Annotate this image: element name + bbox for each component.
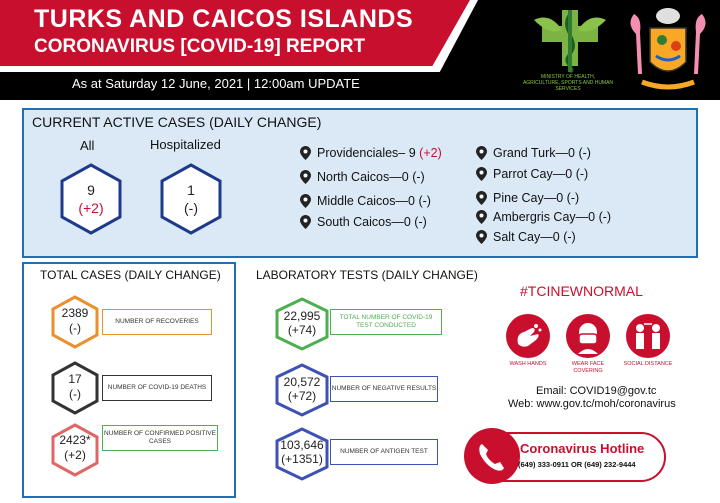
hospitalized-label: Hospitalized [150,137,221,152]
negative-results-label-box [330,376,438,402]
face-mask-icon [566,314,610,358]
location-pin-icon [300,146,311,160]
location-name: Pine Cay—0 [493,191,564,205]
location-parrot-cay [476,167,588,181]
location-pin-icon [476,167,487,181]
ministry-text: MINISTRY OF HEALTH, AGRICULTURE, SPORTS AND HUMAN SERVICES [522,74,614,92]
confirmed-value: 2423* [59,433,91,447]
location-change: (-) [575,167,589,181]
location-name: Middle Caicos—0 [317,194,415,208]
location-providenciales [300,146,442,160]
negative-results-value: 20,572 [283,375,321,389]
active-cases-title: CURRENT ACTIVE CASES (DAILY CHANGE) [32,114,322,130]
hospitalized-value: 1 [187,182,195,198]
location-change: (-) [412,170,425,184]
deaths-label: NUMBER OF COVID-19 DEATHS [107,384,207,391]
deaths-change: (-) [69,387,81,401]
coat-of-arms-icon [622,4,714,96]
location-south-caicos [300,215,427,229]
location-pin-icon [476,146,487,160]
contact-email: Email: COVID19@gov.tc [536,385,657,397]
all-cases-value: 9 [87,182,95,198]
negative-results-change: (+72) [287,389,317,403]
antigen-test-label-box [330,439,438,465]
location-change: (-) [563,230,576,244]
location-name: South Caicos—0 [317,215,411,229]
negative-results-label: NUMBER OF NEGATIVE RESULTS [331,385,437,392]
recoveries-label: NUMBER OF RECOVERIES [115,318,199,325]
location-north-caicos [300,170,425,184]
hotline-title: Coronavirus Hotline [520,441,645,456]
hotline-numbers: (649) 333-0911 OR (649) 232-9444 [518,460,636,469]
tests-conducted-label-box [330,309,442,335]
deaths-value: 17 [68,372,82,386]
antigen-test-label: NUMBER OF ANTIGEN TEST [340,448,428,455]
location-name: Providenciales– 9 [317,146,416,160]
lab-tests-title: LABORATORY TESTS (DAILY CHANGE) [256,268,478,282]
recoveries-value: 2389 [61,306,89,320]
total-cases-title: TOTAL CASES (DAILY CHANGE) [40,268,221,282]
location-change: (-) [566,191,580,205]
location-name: North Caicos—0 [317,170,409,184]
report-date: As at Saturday 12 June, 2021 | 12:00am UPDATE [72,76,360,91]
recoveries-change: (-) [69,321,81,335]
page-title: TURKS AND CAICOS ISLANDS [34,5,414,33]
location-name: Grand Turk—0 [493,146,575,160]
tests-conducted-label: TOTAL NUMBER OF COVID-19 TEST CONDUCTED [339,314,433,329]
location-change: (+2) [419,146,442,160]
wash-hands-icon [506,314,550,358]
location-pin-icon [300,194,311,208]
location-pin-icon [476,230,487,244]
social-distance-label: SOCIAL DISTANCE [623,361,673,367]
antigen-test-value: 103,646 [280,438,324,452]
location-grand-turk [476,146,591,160]
hospitalized-change: (-) [184,200,198,216]
location-change: (-) [578,146,591,160]
recoveries-label-box [102,309,212,335]
deaths-label-box [102,375,212,401]
all-label: All [80,138,95,153]
location-pine-cay [476,191,579,205]
location-salt-cay [476,230,576,244]
location-pin-icon [300,215,311,229]
location-pin-icon [300,170,311,184]
location-name: Parrot Cay—0 [493,167,573,181]
social-distance-icon [626,314,670,358]
location-change: (-) [598,210,612,224]
page-subtitle: CORONAVIRUS [COVID-19] REPORT [34,36,366,57]
hashtag: #TCINEWNORMAL [520,283,643,299]
confirmed-label-box [102,425,218,451]
location-change: (-) [414,215,427,229]
location-pin-icon [476,191,487,205]
antigen-test-change: (+1351) [281,452,323,466]
location-name: Salt Cay—0 [493,230,560,244]
tests-conducted-value: 22,995 [283,309,321,323]
contact-web: Web: www.gov.tc/moh/coronavirus [508,398,676,410]
face-covering-label: WEAR FACE COVERING [571,361,605,374]
tests-conducted-change: (+74) [287,323,317,337]
location-pin-icon [476,210,487,224]
location-middle-caicos [300,194,431,208]
location-change: (-) [418,194,431,208]
confirmed-change: (+2) [64,448,86,462]
confirmed-label: NUMBER OF CONFIRMED POSITIVE CASES [104,430,216,445]
location-name: Ambergris Cay—0 [493,210,596,224]
wash-hands-label: WASH HANDS [509,361,547,367]
all-cases-change: (+2) [78,200,104,216]
location-ambergris-cay [476,210,611,224]
phone-icon [464,428,520,484]
